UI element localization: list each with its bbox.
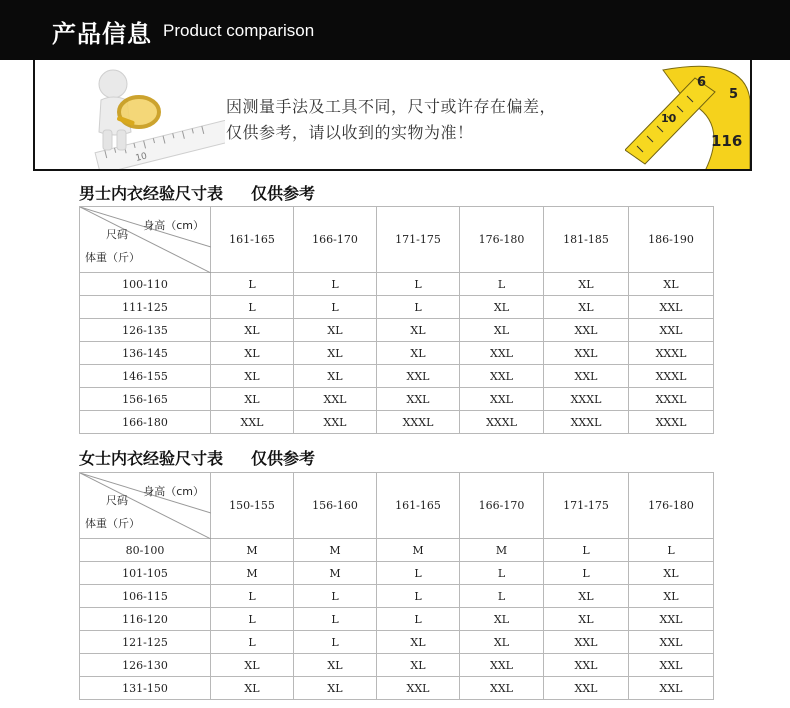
magnifier-figure-icon [35,60,225,171]
size-cell: XXL [211,411,294,434]
size-cell: XXL [544,342,629,365]
size-cell: XL [294,677,377,700]
table-row [80,388,714,411]
weight-range-cell: 156-165 [80,388,211,411]
size-cell: L [544,539,629,562]
size-cell: M [211,562,294,585]
size-cell: L [294,585,377,608]
men-header-row [80,207,714,273]
size-cell: XL [377,342,460,365]
size-cell: XL [544,273,629,296]
measuring-tape-icon [625,60,750,171]
table-row [80,365,714,388]
size-cell: XXXL [460,411,544,434]
size-cell: L [294,273,377,296]
men-size-table [79,206,714,434]
size-cell: XXL [460,388,544,411]
table-row [80,319,714,342]
size-cell: L [211,608,294,631]
header-bar [0,0,790,60]
men-corner-cell [80,207,211,273]
size-cell: XL [460,631,544,654]
size-cell: XL [211,365,294,388]
size-cell: XL [211,388,294,411]
men-size-label: 尺码 [106,228,128,241]
size-cell: L [544,562,629,585]
size-cell: XL [294,654,377,677]
column-header: 186-190 [629,207,714,273]
size-cell: M [294,562,377,585]
size-cell: L [460,585,544,608]
size-cell: XXL [294,411,377,434]
table-row [80,539,714,562]
size-cell: XL [629,562,714,585]
table-row [80,273,714,296]
weight-range-cell: 100-110 [80,273,211,296]
size-cell: XXL [544,365,629,388]
women-size-label: 尺码 [106,494,128,507]
size-cell: XL [211,677,294,700]
tape-mark-6: 6 [697,75,707,90]
size-cell: XL [377,319,460,342]
table-row [80,608,714,631]
size-cell: M [294,539,377,562]
women-header-row [80,473,714,539]
size-cell: L [460,562,544,585]
weight-range-cell: 131-150 [80,677,211,700]
men-table-title: 男士内衣经验尺寸表 [79,184,224,203]
men-table-note: 仅供参考 [251,184,316,203]
weight-range-cell: 126-135 [80,319,211,342]
table-row [80,677,714,700]
size-cell: L [377,585,460,608]
size-cell: XXL [544,319,629,342]
size-cell: L [377,608,460,631]
size-cell: XL [294,342,377,365]
size-cell: XXL [629,319,714,342]
notice-line-2: 仅供参考，请以收到的实物为准！ [226,123,474,142]
tape-mark-116: 116 [711,132,743,150]
size-cell: XXL [377,365,460,388]
size-cell: XXXL [629,342,714,365]
size-cell: M [377,539,460,562]
size-cell: XXXL [629,388,714,411]
weight-range-cell: 116-120 [80,608,211,631]
column-header: 171-175 [377,207,460,273]
svg-text:10: 10 [134,151,149,164]
size-cell: M [460,539,544,562]
size-cell: XXL [629,296,714,319]
tape-mark-5: 5 [729,87,739,102]
size-cell: L [294,608,377,631]
column-header: 161-165 [377,473,460,539]
size-cell: XL [460,319,544,342]
size-cell: L [629,539,714,562]
size-cell: XXL [460,677,544,700]
size-cell: XL [460,296,544,319]
column-header: 171-175 [544,473,629,539]
size-cell: XL [294,365,377,388]
size-cell: XL [544,585,629,608]
weight-range-cell: 106-115 [80,585,211,608]
size-cell: L [377,562,460,585]
women-height-label: 身高（cm） [143,485,204,498]
size-cell: L [211,585,294,608]
column-header: 161-165 [211,207,294,273]
table-row [80,562,714,585]
size-cell: M [211,539,294,562]
measurement-notice [33,60,752,171]
weight-range-cell: 101-105 [80,562,211,585]
size-cell: L [294,631,377,654]
weight-range-cell: 80-100 [80,539,211,562]
tape-mark-10: 10 [661,112,677,125]
size-cell: L [211,296,294,319]
size-cell: XXL [629,631,714,654]
notice-line-1: 因测量手法及工具不同，尺寸或许存在偏差， [226,97,557,116]
size-cell: XXXL [629,365,714,388]
page-subtitle: Product comparison [163,21,315,40]
size-cell: L [294,296,377,319]
size-cell: L [211,631,294,654]
size-cell: XL [629,273,714,296]
size-cell: XXL [544,654,629,677]
size-cell: XXXL [377,411,460,434]
size-cell: XL [211,319,294,342]
men-weight-label: 体重（斤） [85,251,140,264]
size-cell: XXL [629,654,714,677]
table-row [80,342,714,365]
size-cell: XXXL [544,388,629,411]
women-table-title: 女士内衣经验尺寸表 [79,449,224,468]
size-cell: XXL [544,677,629,700]
column-header: 166-170 [460,473,544,539]
size-cell: L [460,273,544,296]
size-cell: XXXL [629,411,714,434]
weight-range-cell: 111-125 [80,296,211,319]
table-row [80,296,714,319]
size-cell: L [211,273,294,296]
size-cell: XL [377,654,460,677]
table-row [80,631,714,654]
women-section-title [79,446,315,469]
table-row [80,654,714,677]
women-weight-label: 体重（斤） [85,517,140,530]
size-cell: XL [629,585,714,608]
weight-range-cell: 121-125 [80,631,211,654]
size-cell: L [377,273,460,296]
column-header: 176-180 [460,207,544,273]
column-header: 166-170 [294,207,377,273]
weight-range-cell: 166-180 [80,411,211,434]
column-header: 156-160 [294,473,377,539]
size-cell: XL [211,342,294,365]
column-header: 181-185 [544,207,629,273]
size-cell: XL [460,608,544,631]
women-corner-cell [80,473,211,539]
size-cell: XXL [460,342,544,365]
size-cell: XXL [460,654,544,677]
weight-range-cell: 126-130 [80,654,211,677]
size-cell: XXL [294,388,377,411]
size-cell: XXL [544,631,629,654]
size-cell: XXXL [544,411,629,434]
weight-range-cell: 136-145 [80,342,211,365]
table-row [80,411,714,434]
size-cell: XL [544,296,629,319]
women-table-note: 仅供参考 [251,449,316,468]
table-row [80,585,714,608]
column-header: 150-155 [211,473,294,539]
women-size-table [79,472,714,700]
weight-range-cell: 146-155 [80,365,211,388]
size-cell: XL [544,608,629,631]
column-header: 176-180 [629,473,714,539]
size-cell: XXL [377,677,460,700]
men-height-label: 身高（cm） [143,219,204,232]
size-cell: XL [211,654,294,677]
size-cell: XL [377,631,460,654]
size-cell: L [377,296,460,319]
size-cell: XXL [460,365,544,388]
size-cell: XXL [629,608,714,631]
men-section-title [79,181,315,204]
size-cell: XXL [377,388,460,411]
page-title: 产品信息 [52,20,152,48]
size-cell: XXL [629,677,714,700]
size-cell: XL [294,319,377,342]
